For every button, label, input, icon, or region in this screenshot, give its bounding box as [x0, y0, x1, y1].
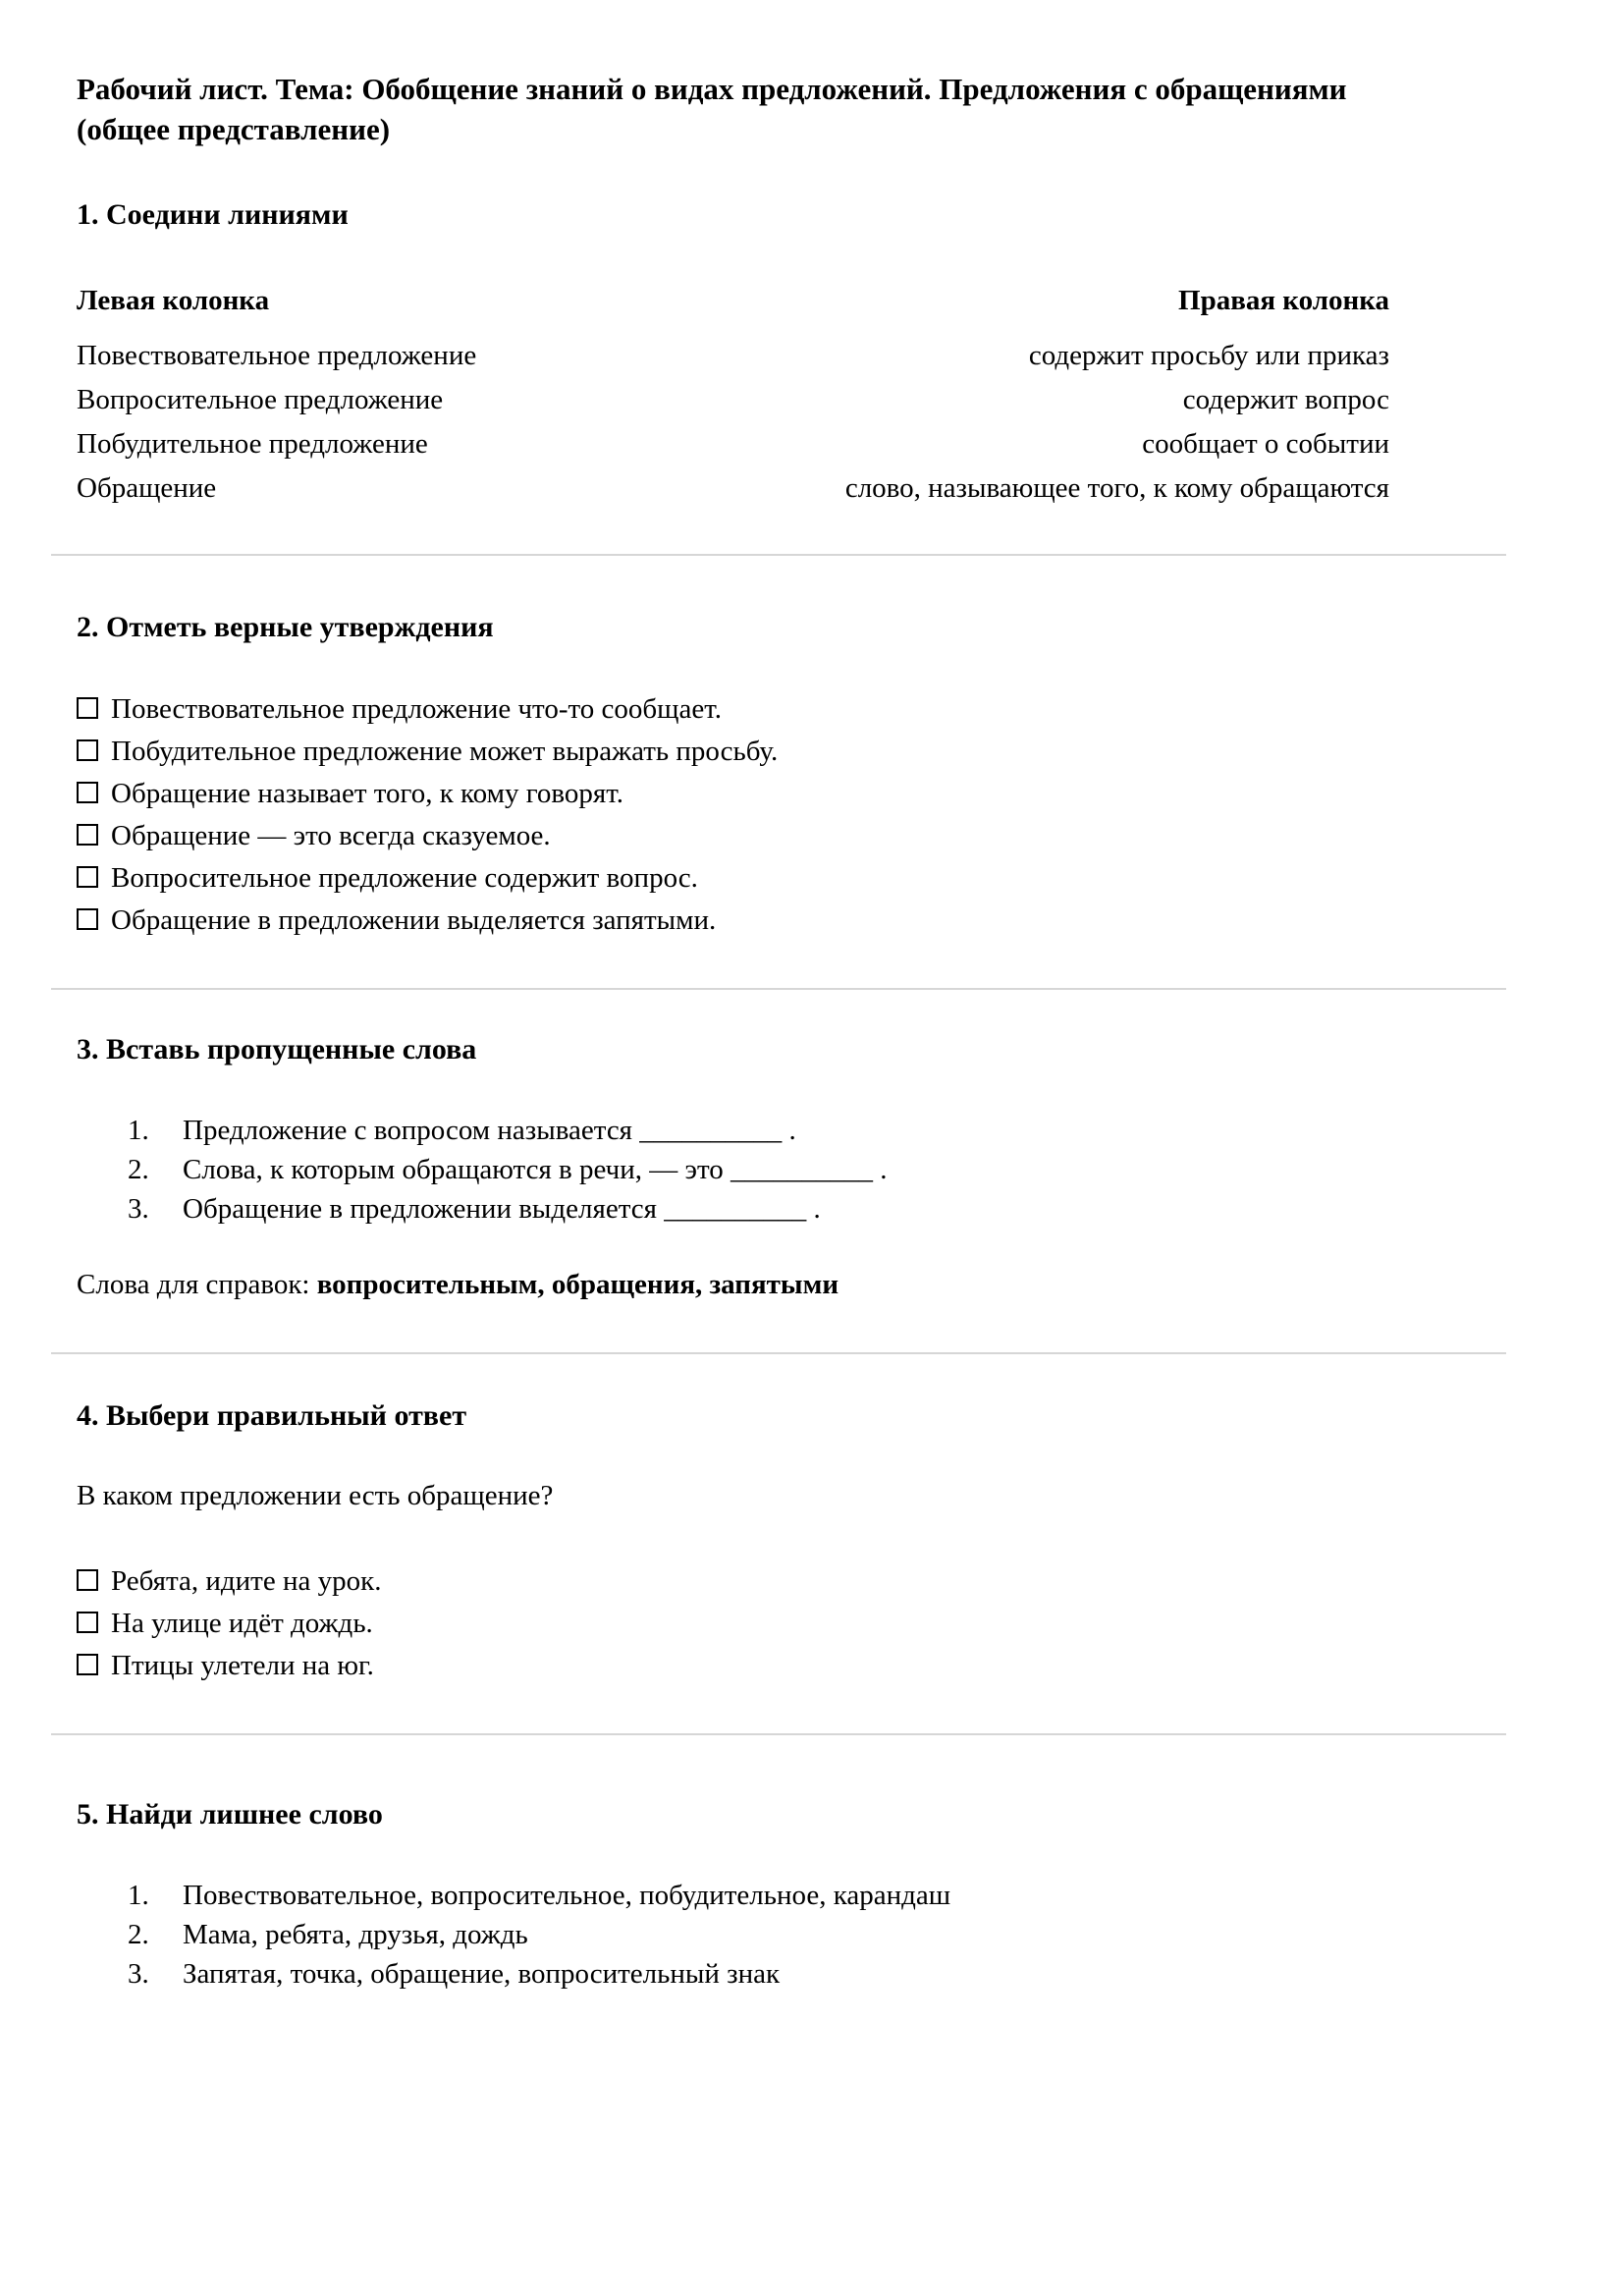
match-left-item[interactable]: Побудительное предложение — [77, 428, 428, 460]
fill-in-list — [77, 1116, 1389, 1224]
checkbox[interactable] — [77, 1654, 98, 1675]
period: . — [813, 1193, 821, 1225]
statement-row — [77, 693, 1389, 726]
checkbox[interactable] — [77, 866, 98, 888]
page-title: Рабочий лист. Тема: Обобщение знаний о видах предложений. Предложения с обращениями (общее представление) — [77, 72, 1347, 146]
section1-heading: 1. Соедини линиями — [77, 198, 349, 231]
item-number: 3. — [128, 1193, 149, 1225]
checkbox[interactable] — [77, 908, 98, 930]
statement-label: Обращение в предложении выделяется запятыми. — [111, 904, 717, 936]
match-left-item[interactable]: Обращение — [77, 472, 217, 504]
statement-label: Вопросительное предложение содержит вопрос. — [111, 862, 698, 894]
section-divider — [51, 988, 1506, 990]
option-row — [77, 1608, 1389, 1640]
option-label: Ребята, идите на урок. — [111, 1565, 382, 1597]
checkbox[interactable] — [77, 697, 98, 719]
odd-word-text: Запятая, точка, обращение, вопросительный знак — [183, 1958, 781, 1990]
match-row — [77, 341, 1389, 370]
item-number: 3. — [128, 1958, 149, 1990]
odd-word-item — [77, 1920, 1389, 1949]
option-label: На улице идёт дождь. — [111, 1608, 373, 1639]
statement-row — [77, 736, 1389, 768]
match-row — [77, 429, 1389, 459]
match-left-item[interactable]: Вопросительное предложение — [77, 384, 444, 415]
checkbox[interactable] — [77, 1569, 98, 1591]
match-right-item[interactable]: содержит просьбу или приказ — [1028, 340, 1389, 371]
match-right-item[interactable]: содержит вопрос — [1182, 384, 1389, 415]
section-divider — [51, 1352, 1506, 1354]
fill-in-label: Обращение в предложении выделяется — [183, 1193, 657, 1225]
statement-label: Повествовательное предложение что-то сообщает. — [111, 693, 722, 725]
blank-line[interactable]: __________ — [639, 1115, 783, 1146]
fill-in-label: Предложение с вопросом называется — [183, 1115, 633, 1146]
fill-in-item — [77, 1155, 1389, 1184]
option-row — [77, 1650, 1389, 1682]
item-number: 1. — [128, 1115, 149, 1146]
section2-heading: 2. Отметь верные утверждения — [77, 611, 494, 643]
reference-words-values: вопросительным, обращения, запятыми — [316, 1269, 839, 1300]
statement-row — [77, 904, 1389, 937]
match-row — [77, 473, 1389, 503]
item-number: 2. — [128, 1919, 149, 1950]
section4-heading: 4. Выбери правильный ответ — [77, 1399, 467, 1432]
statement-row — [77, 778, 1389, 810]
statement-label: Обращение называет того, к кому говорят. — [111, 778, 623, 809]
checkbox[interactable] — [77, 782, 98, 803]
match-row — [77, 385, 1389, 414]
reference-words — [77, 1269, 1389, 1301]
checkbox[interactable] — [77, 1612, 98, 1633]
checkbox[interactable] — [77, 824, 98, 846]
statement-row — [77, 820, 1389, 852]
statement-label: Побудительное предложение может выражать просьбу. — [111, 736, 779, 767]
section5-heading: 5. Найди лишнее слово — [77, 1798, 383, 1831]
match-columns-header — [77, 285, 1389, 317]
odd-word-item — [77, 1881, 1389, 1910]
option-row — [77, 1565, 1389, 1598]
item-number: 1. — [128, 1880, 149, 1911]
statements-list — [77, 693, 1389, 937]
reference-words-label: Слова для справок: — [77, 1269, 310, 1300]
option-label: Птицы улетели на юг. — [111, 1650, 374, 1681]
question-text: В каком предложении есть обращение? — [77, 1480, 554, 1511]
odd-word-item — [77, 1959, 1389, 1989]
odd-word-list — [77, 1881, 1389, 1989]
section-divider — [51, 554, 1506, 556]
statement-row — [77, 862, 1389, 895]
fill-in-item — [77, 1116, 1389, 1145]
fill-in-text — [183, 1116, 796, 1145]
item-number: 2. — [128, 1154, 149, 1185]
statement-label: Обращение — это всегда сказуемое. — [111, 820, 551, 851]
match-right-item[interactable]: сообщает о событии — [1142, 428, 1389, 460]
section-divider — [51, 1733, 1506, 1735]
odd-word-text: Повествовательное, вопросительное, побудительное, карандаш — [183, 1880, 951, 1911]
section3-heading: 3. Вставь пропущенные слова — [77, 1033, 477, 1066]
blank-line[interactable]: __________ — [664, 1193, 807, 1225]
match-right-item[interactable]: слово, называющее того, к кому обращаются — [844, 472, 1389, 504]
blank-line[interactable]: __________ — [730, 1154, 873, 1185]
checkbox[interactable] — [77, 739, 98, 761]
options-list — [77, 1565, 1389, 1682]
fill-in-label: Слова, к которым обращаются в речи, — это — [183, 1154, 724, 1185]
period: . — [880, 1154, 888, 1185]
odd-word-text: Мама, ребята, друзья, дождь — [183, 1919, 528, 1950]
period: . — [788, 1115, 796, 1146]
match-left-item[interactable]: Повествовательное предложение — [77, 340, 477, 371]
fill-in-text — [183, 1155, 887, 1184]
fill-in-text — [183, 1194, 821, 1224]
fill-in-item — [77, 1194, 1389, 1224]
left-column-header: Левая колонка — [77, 285, 270, 316]
match-columns — [77, 285, 1389, 503]
right-column-header: Правая колонка — [1178, 285, 1389, 316]
